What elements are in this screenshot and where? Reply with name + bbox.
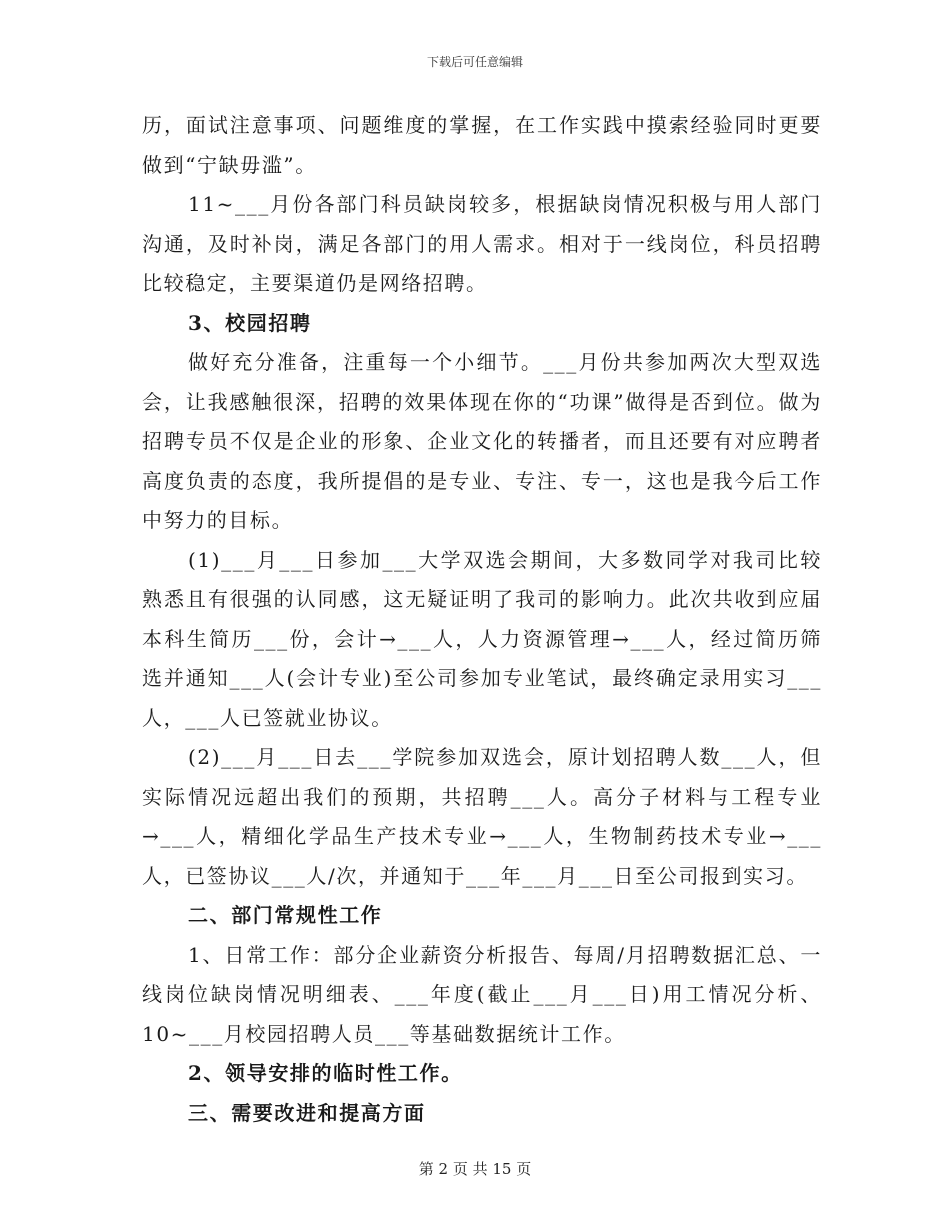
paragraph-interview-experience: 历，面试注意事项、问题维度的掌握，在工作实践中摸索经验同时更要做到“宁缺毋滥”。	[142, 113, 822, 177]
heading-routine-work: 二、部门常规性工作	[188, 903, 383, 927]
page-number: 第 2 页 共 15 页	[418, 1160, 532, 1178]
heading-temporary-work: 2、领导安排的临时性工作。	[188, 1061, 463, 1085]
paragraph-university-fair: (1)___月___日参加___大学双选会期间，大多数同学对我司比较熟悉且有很强的认同感，这无疑证明了我司的影响力。此次共收到应届本科生简历___份，会计→___人，人力资源管理→___人，经过简历筛选并通知___人(会计专业)至公司参加专业笔试，最终确定录用实习___人，___人已签就业协议。	[142, 547, 822, 730]
paragraph-daily-work: 1、日常工作：部分企业薪资分析报告、每周/月招聘数据汇总、一线岗位缺岗情况明细表、___年度(截止___月___日)用工情况分析、10~___月校园招聘人员___等基础数据统计工作。	[142, 942, 822, 1046]
document-body	[142, 106, 822, 1133]
heading-improvements: 三、需要改进和提高方面	[188, 1100, 426, 1125]
heading-campus-recruitment: 3、校园招聘	[188, 310, 312, 335]
paragraph-campus-preparation: 做好充分准备，注重每一个小细节。___月份共参加两次大型双选会，让我感触很深，招聘的效果体现在你的“功课”做得是否到位。做为招聘专员不仅是企业的形象、企业文化的转播者，而且还要有对应聘者高度负责的态度，我所提倡的是专业、专注、专一，这也是我今后工作中努力的目标。	[142, 350, 822, 532]
page-header: 下载后可任意编辑	[426, 55, 523, 69]
paragraph-staff-vacancies: 11~___月份各部门科员缺岗较多，根据缺岗情况积极与用人部门沟通，及时补岗，满足各部门的用人需求。相对于一线岗位，科员招聘比较稳定，主要渠道仍是网络招聘。	[142, 192, 822, 295]
paragraph-college-fair: (2)___月___日去___学院参加双选会，原计划招聘人数___人，但实际情况远超出我们的预期，共招聘___人。高分子材料与工程专业→___人，精细化学品生产技术专业→___人，生物制药技术专业→___人，已签协议___人/次，并通知于___年___月___日至公司报到实习。	[142, 745, 822, 888]
